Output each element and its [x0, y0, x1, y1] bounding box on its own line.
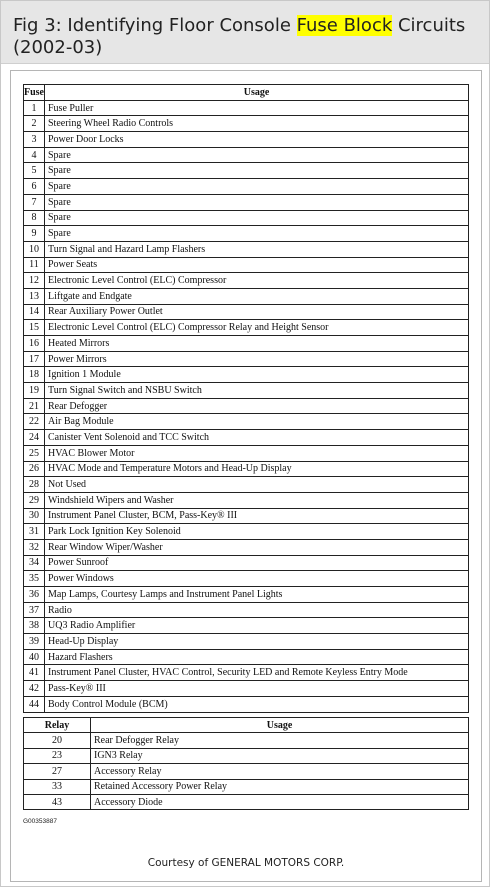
fuse-row — [24, 132, 469, 148]
fuse-row — [24, 179, 469, 195]
fuse-row-usage: Electronic Level Control (ELC) Compressor Relay and Height Sensor — [45, 320, 469, 336]
fuse-row-number: 6 — [24, 179, 45, 195]
fuse-table-body — [24, 100, 469, 712]
fuse-row-usage: Spare — [45, 194, 469, 210]
fuse-row — [24, 696, 469, 712]
fuse-row — [24, 367, 469, 383]
fuse-row-number: 42 — [24, 681, 45, 697]
fuse-row-number: 31 — [24, 524, 45, 540]
fuse-row-number: 40 — [24, 649, 45, 665]
fuse-row — [24, 351, 469, 367]
fuse-row — [24, 100, 469, 116]
fuse-row-usage: UQ3 Radio Amplifier — [45, 618, 469, 634]
fuse-row — [24, 257, 469, 273]
fuse-row-usage: Power Door Locks — [45, 132, 469, 148]
fuse-row — [24, 288, 469, 304]
fuse-row-number: 22 — [24, 414, 45, 430]
fuse-row-usage: Rear Window Wiper/Washer — [45, 539, 469, 555]
fuse-row-usage: Power Windows — [45, 571, 469, 587]
fuse-row — [24, 477, 469, 493]
fuse-row-usage: Instrument Panel Cluster, BCM, Pass-Key® III — [45, 508, 469, 524]
fuse-row-usage: Rear Auxiliary Power Outlet — [45, 304, 469, 320]
fuse-row-number: 11 — [24, 257, 45, 273]
fuse-row — [24, 163, 469, 179]
relay-row — [24, 794, 469, 809]
figure-title-suffix: Circuits (2002-03) — [13, 15, 466, 58]
usage-column-header: Usage — [45, 85, 469, 101]
fuse-row — [24, 336, 469, 352]
relay-table-body — [24, 733, 469, 810]
fuse-row-number: 24 — [24, 430, 45, 446]
fuse-row-usage: Fuse Puller — [45, 100, 469, 116]
credit-line: Courtesy of GENERAL MOTORS CORP. — [147, 857, 345, 869]
relay-table — [23, 717, 469, 810]
fuse-row — [24, 430, 469, 446]
fuse-row-number: 29 — [24, 492, 45, 508]
fuse-row — [24, 571, 469, 587]
fuse-row — [24, 226, 469, 242]
fuse-row — [24, 587, 469, 603]
fuse-row-number: 32 — [24, 539, 45, 555]
fuse-row-usage: Not Used — [45, 477, 469, 493]
fuse-row-number: 4 — [24, 147, 45, 163]
figure-header — [1, 1, 489, 64]
fuse-row — [24, 681, 469, 697]
fuse-row-usage: Air Bag Module — [45, 414, 469, 430]
fuse-row-usage: Liftgate and Endgate — [45, 288, 469, 304]
relay-row-usage: Accessory Diode — [91, 794, 469, 809]
fuse-row — [24, 649, 469, 665]
fuse-row-usage: Canister Vent Solenoid and TCC Switch — [45, 430, 469, 446]
fuse-row — [24, 304, 469, 320]
fuse-row-usage: Pass-Key® III — [45, 681, 469, 697]
fuse-row — [24, 524, 469, 540]
fuse-row-usage: Spare — [45, 147, 469, 163]
fuse-row-number: 13 — [24, 288, 45, 304]
fuse-row-number: 41 — [24, 665, 45, 681]
fuse-row — [24, 116, 469, 132]
fuse-row-usage: Spare — [45, 163, 469, 179]
fuse-row-number: 10 — [24, 241, 45, 257]
relay-row — [24, 764, 469, 779]
relay-row — [24, 779, 469, 794]
fuse-row — [24, 414, 469, 430]
fuse-row-number: 9 — [24, 226, 45, 242]
fuse-row-usage: Rear Defogger — [45, 398, 469, 414]
fuse-row-usage: Heated Mirrors — [45, 336, 469, 352]
fuse-row-usage: Head-Up Display — [45, 634, 469, 650]
fuse-row-number: 26 — [24, 461, 45, 477]
relay-usage-column-header: Usage — [91, 718, 469, 733]
fuse-row-number: 16 — [24, 336, 45, 352]
relay-row-usage: Accessory Relay — [91, 764, 469, 779]
fuse-row — [24, 665, 469, 681]
figure-code: G00353887 — [23, 818, 57, 825]
fuse-row-usage: Electronic Level Control (ELC) Compressor — [45, 273, 469, 289]
fuse-row-usage: HVAC Blower Motor — [45, 445, 469, 461]
fuse-row-number: 15 — [24, 320, 45, 336]
fuse-row-number: 37 — [24, 602, 45, 618]
relay-table-header — [24, 718, 469, 733]
fuse-row — [24, 383, 469, 399]
fuse-row-number: 30 — [24, 508, 45, 524]
fuse-column-header: Fuse — [24, 85, 45, 101]
fuse-row-usage: HVAC Mode and Temperature Motors and Head-Up Display — [45, 461, 469, 477]
relay-row-number: 43 — [24, 794, 91, 809]
fuse-row-number: 34 — [24, 555, 45, 571]
fuse-row — [24, 210, 469, 226]
fuse-row — [24, 398, 469, 414]
relay-row-usage: IGN3 Relay — [91, 748, 469, 763]
relay-row-usage: Rear Defogger Relay — [91, 733, 469, 748]
fuse-row-number: 36 — [24, 587, 45, 603]
fuse-row-number: 5 — [24, 163, 45, 179]
fuse-row-number: 14 — [24, 304, 45, 320]
fuse-row-usage: Hazard Flashers — [45, 649, 469, 665]
fuse-row-usage: Spare — [45, 210, 469, 226]
fuse-row-usage: Radio — [45, 602, 469, 618]
fuse-row-number: 25 — [24, 445, 45, 461]
fuse-row — [24, 194, 469, 210]
fuse-row — [24, 147, 469, 163]
fuse-row — [24, 555, 469, 571]
fuse-row — [24, 508, 469, 524]
fuse-row — [24, 445, 469, 461]
fuse-row-number: 18 — [24, 367, 45, 383]
fuse-row-number: 35 — [24, 571, 45, 587]
fuse-row-number: 39 — [24, 634, 45, 650]
relay-row-number: 33 — [24, 779, 91, 794]
fuse-row-usage: Map Lamps, Courtesy Lamps and Instrument Panel Lights — [45, 587, 469, 603]
search-highlight: Fuse Block — [296, 15, 393, 36]
fuse-row-number: 21 — [24, 398, 45, 414]
fuse-row — [24, 634, 469, 650]
fuse-row-number: 28 — [24, 477, 45, 493]
fuse-row-usage: Windshield Wipers and Washer — [45, 492, 469, 508]
fuse-row-number: 7 — [24, 194, 45, 210]
fuse-row-number: 2 — [24, 116, 45, 132]
fuse-row-usage: Spare — [45, 226, 469, 242]
fuse-table-header — [24, 85, 469, 101]
fuse-row-number: 8 — [24, 210, 45, 226]
relay-column-header: Relay — [24, 718, 91, 733]
fuse-row — [24, 539, 469, 555]
relay-row-number: 23 — [24, 748, 91, 763]
fuse-row-usage: Turn Signal Switch and NSBU Switch — [45, 383, 469, 399]
fuse-row-usage: Power Sunroof — [45, 555, 469, 571]
fuse-row-usage: Spare — [45, 179, 469, 195]
fuse-row-number: 3 — [24, 132, 45, 148]
fuse-table — [23, 84, 469, 713]
fuse-row-usage: Instrument Panel Cluster, HVAC Control, Security LED and Remote Keyless Entry Mode — [45, 665, 469, 681]
figure-title — [13, 15, 483, 59]
fuse-row-number: 12 — [24, 273, 45, 289]
fuse-row — [24, 273, 469, 289]
fuse-row — [24, 492, 469, 508]
fuse-row — [24, 602, 469, 618]
relay-row-number: 20 — [24, 733, 91, 748]
fuse-row-number: 19 — [24, 383, 45, 399]
fuse-row-usage: Park Lock Ignition Key Solenoid — [45, 524, 469, 540]
fuse-row-usage: Ignition 1 Module — [45, 367, 469, 383]
relay-row — [24, 748, 469, 763]
fuse-row-usage: Power Mirrors — [45, 351, 469, 367]
fuse-row-usage: Power Seats — [45, 257, 469, 273]
relay-row — [24, 733, 469, 748]
relay-row-number: 27 — [24, 764, 91, 779]
fuse-row — [24, 241, 469, 257]
relay-row-usage: Retained Accessory Power Relay — [91, 779, 469, 794]
fuse-row — [24, 320, 469, 336]
fuse-row — [24, 461, 469, 477]
fuse-row-usage: Body Control Module (BCM) — [45, 696, 469, 712]
fuse-row-number: 44 — [24, 696, 45, 712]
fuse-row-usage: Steering Wheel Radio Controls — [45, 116, 469, 132]
figure-image — [10, 70, 482, 882]
fuse-row-number: 38 — [24, 618, 45, 634]
fuse-row-number: 17 — [24, 351, 45, 367]
fuse-row — [24, 618, 469, 634]
fuse-row-usage: Turn Signal and Hazard Lamp Flashers — [45, 241, 469, 257]
fuse-row-number: 1 — [24, 100, 45, 116]
figure-title-prefix: Fig 3: Identifying Floor Console — [13, 15, 297, 36]
